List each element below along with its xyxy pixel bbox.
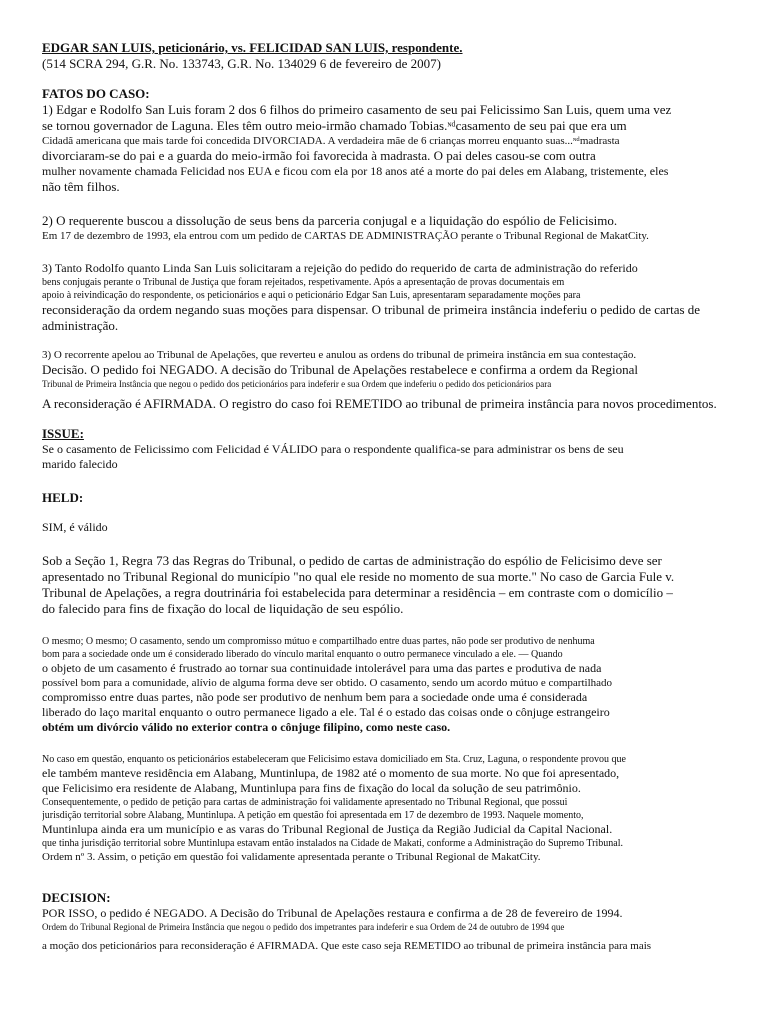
held-line: possível bom para a comunidade, alívio de alguma forma deve ser obtido. O casamento, sendo um acordo mútuo e compartilhado <box>42 677 613 689</box>
held-line: obtém um divórcio válido no exterior contra o cônjuge filipino, como neste caso. <box>42 720 451 734</box>
held-line: o objeto de um casamento é frustrado ao tornar sua continuidade intolerável para uma das partes e produtiva de nada <box>42 661 602 675</box>
held-line: Consequentemente, o pedido de petição para cartas de administração foi validamente apresentado no Tribunal Regional, que possui <box>42 797 568 808</box>
held-line: O mesmo; O mesmo; O casamento, sendo um compromisso mútuo e compartilhado entre duas partes, não pode ser produtivo de nenhuma <box>42 636 595 647</box>
facts-line: Tribunal de Primeira Instância que negou o pedido dos peticionários para indeferir e sua Ordem que indeferiu o pedido dos peticionários para <box>42 379 552 389</box>
held-line: Ordem nº 3. Assim, o petição em questão foi validamente apresentada perante o Tribunal Regional de MakatCity. <box>42 851 541 863</box>
held-line: que Felicisimo era residente de Alabang, Muntinlupa para fins de fixação do local da solução de seu patrimônio. <box>42 781 581 795</box>
held-line: apresentado no Tribunal Regional do município "no qual ele reside no momento de sua morte." No caso de Garcia Fule v. <box>42 569 675 584</box>
decision-line: Ordem do Tribunal Regional de Primeira Instância que negou o pedido dos impetrantes para indeferir e sua Ordem de 24 de outubro de 1994 que <box>42 922 565 932</box>
held-line: liberado do laço marital enquanto o outro permanece ligado a ele. Tal é o estado das coisas onde o cônjuge estrangeiro <box>42 705 610 719</box>
held-line: Tribunal de Apelações, a regra doutrinária foi estabelecida para determinar a residência – em contraste com o domicílio – <box>42 585 673 600</box>
held-line: ele também manteve residência em Alabang, Muntinlupa, de 1982 até o momento de sua morte. No que foi apresentado, <box>42 766 620 780</box>
facts-line: se tornou governador de Laguna. Eles têm outro meio-irmão chamado Tobias.ᶰᵈcasamento de seu pai que era um <box>42 118 627 133</box>
facts-line: Cidadã americana que mais tarde foi concedida DIVORCIADA. A verdadeira mãe de 6 crianças morreu enquanto suas...ᶰᵈmadrasta <box>42 135 620 147</box>
facts-line: 3) Tanto Rodolfo quanto Linda San Luis solicitaram a rejeição do pedido do requerido de carta de administração do referido <box>42 261 638 275</box>
held-heading: HELD: <box>42 490 84 505</box>
facts-line: Decisão. O pedido foi NEGADO. A decisão do Tribunal de Apelações restabelece e confirma a ordem da Regional <box>42 362 639 377</box>
facts-line: administração. <box>42 318 119 333</box>
facts-line: não têm filhos. <box>42 179 120 194</box>
held-answer: SIM, é válido <box>42 520 108 534</box>
held-line: No caso em questão, enquanto os peticionários estabeleceram que Felicisimo estava domiciliado em Sta. Cruz, Laguna, o respondente provou que <box>42 754 626 765</box>
decision-heading: DECISION: <box>42 890 111 905</box>
case-citation: (514 SCRA 294, G.R. No. 133743, G.R. No. 134029 6 de fevereiro de 2007) <box>42 56 441 71</box>
decision-line: a moção dos peticionários para reconsideração é AFIRMADA. Que este caso seja REMETIDO ao tribunal de primeira instância para mais <box>42 940 652 952</box>
facts-line: apoio à reivindicação do respondente, os peticionários e aqui o peticionário Edgar San Luis, apresentaram separadamente moções para <box>42 290 581 301</box>
issue-heading: ISSUE: <box>42 426 84 441</box>
facts-line: 3) O recorrente apelou ao Tribunal de Apelações, que reverteu e anulou as ordens do tribunal de primeira instância em sua contestação. <box>42 349 637 361</box>
held-line: Sob a Seção 1, Regra 73 das Regras do Tribunal, o pedido de cartas de administração do espólio de Felicisimo deve ser <box>42 553 662 568</box>
issue-line: Se o casamento de Felicissimo com Felicidad é VÁLIDO para o respondente qualifica-se para administrar os bens de seu <box>42 442 624 456</box>
facts-line: mulher novamente chamada Felicidad nos EUA e ficou com ela por 18 anos até a morte do pai deles em Alabang, tristemente, eles <box>42 164 669 178</box>
issue-line: marido falecido <box>42 457 118 471</box>
held-line: jurisdição territorial sobre Alabang, Muntinlupa. A petição em questão foi apresentada em 17 de dezembro de 1993. Naquele momento, <box>42 810 584 821</box>
facts-line: bens conjugais perante o Tribunal de Justiça que foram rejeitados, respetivamente. Após a apresentação de provas documentais em <box>42 277 565 288</box>
facts-line: Em 17 de dezembro de 1993, ela entrou com um pedido de CARTAS DE ADMINISTRAÇÃO perante o Tribunal Regional de MakatCity. <box>42 230 649 242</box>
facts-line: A reconsideração é AFIRMADA. O registro do caso foi REMETIDO ao tribunal de primeira instância para novos procedimentos. <box>42 396 717 411</box>
held-line: que tinha jurisdição territorial sobre Muntinlupa estavam então instalados na Cidade de Makati, conforme a Administração do Supremo Tribunal. <box>42 838 623 849</box>
facts-line: 2) O requerente buscou a dissolução de seus bens da parceria conjugal e a liquidação do espólio de Felicisimo. <box>42 213 618 228</box>
held-line: bom para a sociedade onde um é considerado liberado do vínculo marital enquanto o outro permanece vinculado a ele. — Quando <box>42 649 563 660</box>
facts-heading: FATOS DO CASO: <box>42 86 150 101</box>
facts-line: 1) Edgar e Rodolfo San Luis foram 2 dos 6 filhos do primeiro casamento de seu pai Felicissimo San Luis, quem uma vez <box>42 102 672 117</box>
case-title: EDGAR SAN LUIS, peticionário, vs. FELICIDAD SAN LUIS, respondente. <box>42 40 463 55</box>
held-line: compromisso entre duas partes, não pode ser produtivo de nenhum bem para a sociedade onde uma é considerada <box>42 690 588 704</box>
facts-line: divorciaram-se do pai e a guarda do meio-irmão foi favorecida à madrasta. O pai deles casou-se com outra <box>42 148 596 163</box>
facts-line: reconsideração da ordem negando suas moções para dispensar. O tribunal de primeira instância indeferiu o pedido de cartas de <box>42 302 701 317</box>
decision-line: POR ISSO, o pedido é NEGADO. A Decisão do Tribunal de Apelações restaura e confirma a de 28 de fevereiro de 1994. <box>42 906 623 920</box>
held-line: Muntinlupa ainda era um município e as varas do Tribunal Regional de Justiça da Região Judicial da Capital Nacional. <box>42 822 613 836</box>
held-line: do falecido para fins de fixação do local de liquidação de seu espólio. <box>42 601 404 616</box>
